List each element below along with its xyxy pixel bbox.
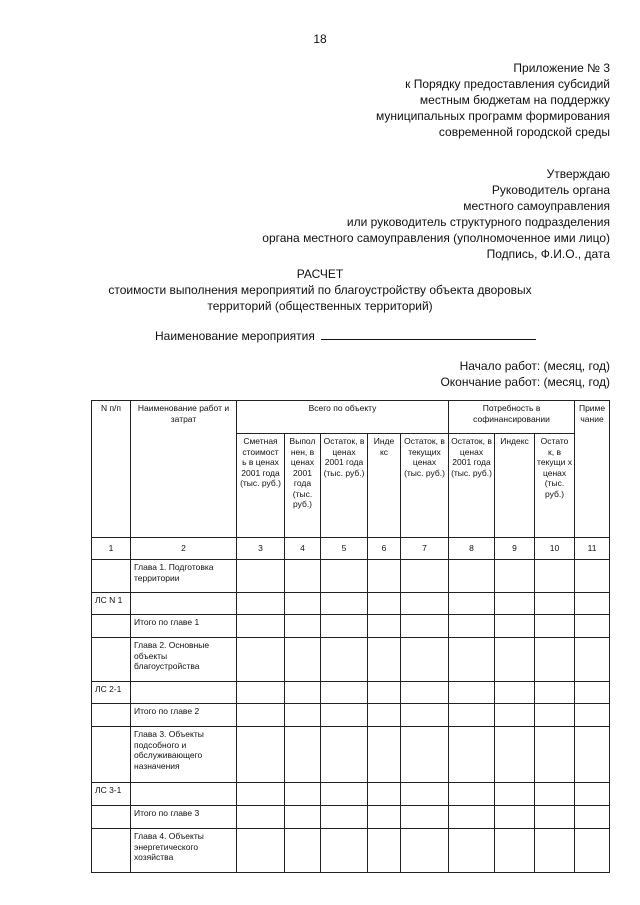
row-npp: ЛС 3-1 xyxy=(92,783,131,806)
approval-line: местного самоуправления xyxy=(463,199,610,213)
start-date-label: Начало работ: (месяц, год) xyxy=(459,359,610,373)
row-npp: ЛС 2-1 xyxy=(92,682,131,704)
table-row xyxy=(92,783,610,806)
header-name: Наименование работ и затрат xyxy=(131,401,237,538)
row-name: Итого по главе 1 xyxy=(131,615,237,638)
row-npp xyxy=(92,560,131,593)
row-name: Глава 2. Основные объекты благоустройства xyxy=(131,638,237,682)
column-number: 4 xyxy=(285,538,321,560)
header-sub-index: Инде кс xyxy=(368,434,401,538)
row-name xyxy=(131,593,237,615)
event-name-field xyxy=(155,328,536,343)
row-npp xyxy=(92,727,131,783)
table-row xyxy=(92,593,610,615)
table-row xyxy=(92,704,610,727)
row-npp xyxy=(92,806,131,829)
document-subtitle-line: территорий (общественных территорий) xyxy=(207,299,433,313)
approval-block xyxy=(262,166,610,262)
header-total: Всего по объекту xyxy=(237,401,449,434)
row-npp xyxy=(92,638,131,682)
appendix-line: муниципальных программ формирования xyxy=(376,109,610,123)
header-sub-remainder-2001: Остаток, в ценах 2001 года (тыс. руб.) xyxy=(321,434,368,538)
header-sub-cofin-remainder-2001: Остаток, в ценах 2001 года (тыс. руб.) xyxy=(449,434,495,538)
document-title: РАСЧЕТ xyxy=(296,267,344,281)
header-sub-remainder-current: Остаток, в текущих ценах (тыс. руб.) xyxy=(401,434,449,538)
calculation-table xyxy=(91,400,610,873)
header-sub-completed: Выпол нен, в ценах 2001 года (тыс. руб.) xyxy=(285,434,321,538)
table-row xyxy=(92,615,610,638)
header-sub-cofin-remainder-current: Остато к, в текущи х ценах (тыс. руб.) xyxy=(535,434,575,538)
row-npp: ЛС N 1 xyxy=(92,593,131,615)
appendix-line: современной городской среды xyxy=(438,125,610,139)
appendix-line: местным бюджетам на поддержку xyxy=(419,93,610,107)
page-number: 18 xyxy=(313,32,327,46)
column-number-row xyxy=(92,538,610,560)
table-row xyxy=(92,560,610,593)
column-number: 8 xyxy=(449,538,495,560)
header-note: Приме чание xyxy=(575,401,610,538)
column-number: 11 xyxy=(575,538,610,560)
appendix-line: к Порядку предоставления субсидий xyxy=(405,77,610,91)
header-cofinancing: Потребность в софинансировании xyxy=(449,401,575,434)
document-subtitle-line: стоимости выполнения мероприятий по благоустройству объекта дворовых xyxy=(108,283,532,297)
table-row xyxy=(92,806,610,829)
column-number: 10 xyxy=(535,538,575,560)
approval-line: Утверждаю xyxy=(546,167,610,181)
row-npp xyxy=(92,615,131,638)
work-dates xyxy=(440,358,610,390)
column-number: 3 xyxy=(237,538,285,560)
column-number: 5 xyxy=(321,538,368,560)
appendix-line: Приложение № 3 xyxy=(513,61,610,75)
row-name: Глава 1. Подготовка территории xyxy=(131,560,237,593)
row-name xyxy=(131,682,237,704)
row-name: Итого по главе 3 xyxy=(131,806,237,829)
event-name-blank-line[interactable] xyxy=(321,328,536,340)
row-name xyxy=(131,783,237,806)
end-date-label: Окончание работ: (месяц, год) xyxy=(440,375,610,389)
row-npp xyxy=(92,704,131,727)
event-name-label: Наименование мероприятия xyxy=(155,329,315,343)
row-name: Глава 3. Объекты подсобного и обслуживающего назначения xyxy=(131,727,237,783)
row-name: Глава 4. Объекты энергетического хозяйства xyxy=(131,829,237,873)
document-title-block xyxy=(100,266,540,314)
column-number: 6 xyxy=(368,538,401,560)
column-number: 1 xyxy=(92,538,131,560)
column-number: 9 xyxy=(495,538,535,560)
row-name: Итого по главе 2 xyxy=(131,704,237,727)
column-number: 2 xyxy=(131,538,237,560)
approval-line: органа местного самоуправления (уполномоченное ими лицо) xyxy=(262,231,610,245)
approval-line: Подпись, Ф.И.О., дата xyxy=(486,247,610,261)
table-row xyxy=(92,727,610,783)
column-number: 7 xyxy=(401,538,449,560)
header-sub-estimate: Сметная стоимост ь в ценах 2001 года (тыс. руб.) xyxy=(237,434,285,538)
approval-line: Руководитель органа xyxy=(491,183,610,197)
appendix-block xyxy=(376,60,610,140)
header-sub-cofin-index: Индекс xyxy=(495,434,535,538)
header-npp: N п/п xyxy=(92,401,131,538)
approval-line: или руководитель структурного подразделения xyxy=(346,215,610,229)
table-row xyxy=(92,682,610,704)
table-row xyxy=(92,638,610,682)
table-row xyxy=(92,829,610,873)
row-npp xyxy=(92,829,131,873)
